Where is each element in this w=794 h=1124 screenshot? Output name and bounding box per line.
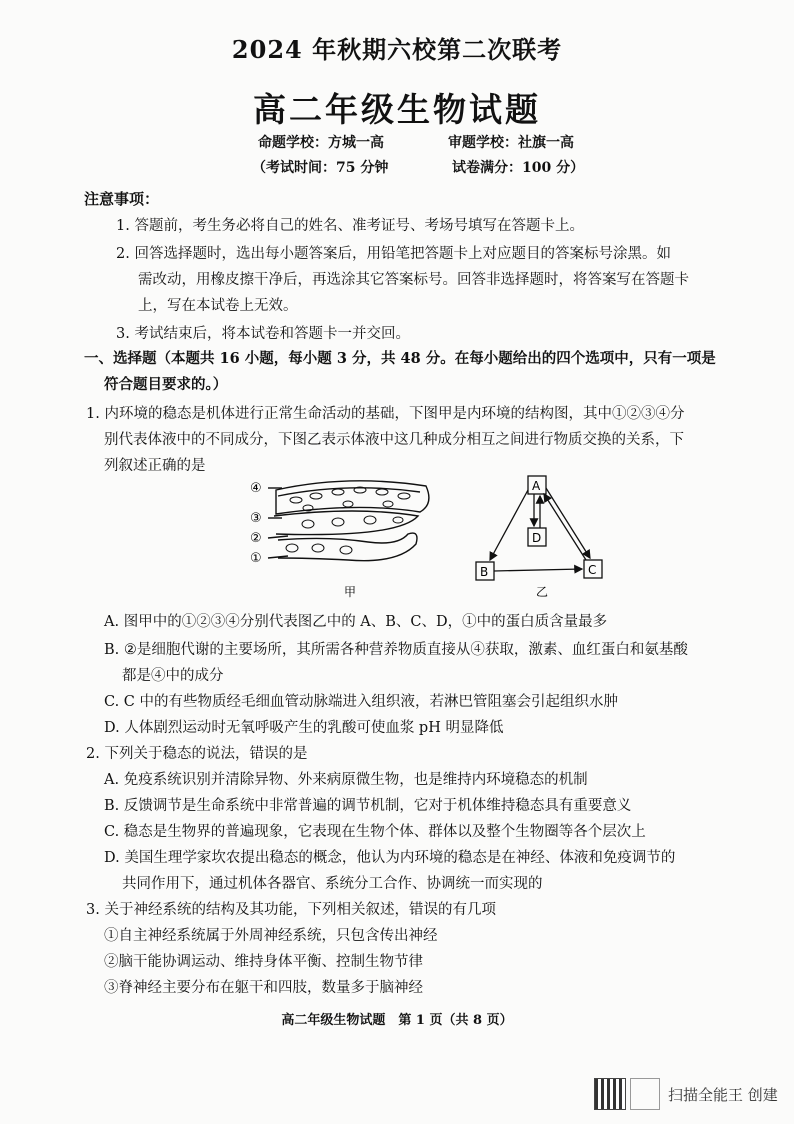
page-footer: 高二年级生物试题 第 1 页（共 8 页） xyxy=(281,1013,513,1028)
figure-jia xyxy=(248,472,438,602)
section-heading-cont: 符合题目要求的。） xyxy=(104,376,228,393)
scanner-watermark xyxy=(594,1078,778,1110)
notice-line: 1. 答题前，考生务必将自己的姓名、准考证号、考场号填写在答题卡上。 xyxy=(116,218,584,234)
fig-label-4: ④ xyxy=(250,481,262,496)
question-1-stem: 列叙述正确的是 xyxy=(104,458,206,474)
reviewer-school: 审题学校：社旗一高 xyxy=(448,135,574,151)
watermark-text: 扫描全能王 创建 xyxy=(668,1085,778,1104)
notice-line: 3. 考试结束后，将本试卷和答题卡一并交回。 xyxy=(116,326,410,342)
full-score: 试卷满分：100 分） xyxy=(452,160,585,176)
notice-line: 需改动，用橡皮擦干净后，再选涂其它答案标号。回答非选择题时，将答案写在答题卡 xyxy=(138,272,689,288)
question-3-item-1: ①自主神经系统属于外周神经系统，只包含传出神经 xyxy=(104,928,438,944)
fig-label-2: ② xyxy=(250,531,262,546)
notice-line: 上，写在本试卷上无效。 xyxy=(138,298,298,314)
question-1-option-c: C. C 中的有些物质经毛细血管动脉端进入组织液，若淋巴管阻塞会引起组织水肿 xyxy=(104,694,618,710)
question-1-stem: 1. 内环境的稳态是机体进行正常生命活动的基础，下图甲是内环境的结构图，其中①②③④分 xyxy=(86,406,685,422)
question-1-option-b: B. ②是细胞代谢的主要场所，其所需各种营养物质直接从④获取，激素、血红蛋白和氨基酸 xyxy=(104,642,688,658)
exam-time: （考试时间：75 分钟 xyxy=(252,160,389,176)
node-c: C xyxy=(588,563,597,577)
question-1-option-d: D. 人体剧烈运动时无氧呼吸产生的乳酸可使血浆 pH 明显降低 xyxy=(104,720,504,736)
setter-school: 命题学校：方城一高 xyxy=(258,135,384,151)
section-heading: 一、选择题（本题共 16 小题，每小题 3 分，共 48 分。在每小题给出的四个选项中，只有一项是 xyxy=(84,350,716,367)
question-2-option-d: D. 美国生理学家坎农提出稳态的概念，他认为内环境的稳态是在神经、体液和免疫调节的 xyxy=(104,850,676,866)
fig-label-1: ① xyxy=(250,551,262,566)
question-2-option-d-cont: 共同作用下，通过机体各器官、系统分工合作、协调统一而实现的 xyxy=(122,876,543,892)
qr-code-icon xyxy=(594,1078,626,1110)
notice-title: 注意事项： xyxy=(84,190,160,208)
exam-title: 2024 年秋期六校第二次联考 xyxy=(231,35,563,64)
scanner-logo-icon xyxy=(630,1078,660,1110)
figure-yi xyxy=(470,470,610,600)
fig-caption-yi: 乙 xyxy=(536,585,549,599)
exam-subtitle: 高二年级生物试题 xyxy=(253,90,541,129)
notice-line: 2. 回答选择题时，选出每小题答案后，用铅笔把答题卡上对应题目的答案标号涂黑。如 xyxy=(116,246,671,262)
question-3-item-2: ②脑干能协调运动、维持身体平衡、控制生物节律 xyxy=(104,954,423,970)
question-2-option-a: A. 免疫系统识别并清除异物、外来病原微生物，也是维持内环境稳态的机制 xyxy=(104,772,588,788)
question-2-stem: 2. 下列关于稳态的说法，错误的是 xyxy=(86,746,308,762)
question-1-option-b-cont: 都是④中的成分 xyxy=(122,668,224,684)
question-3-stem: 3. 关于神经系统的结构及其功能，下列相关叙述，错误的有几项 xyxy=(86,902,496,918)
question-3-item-3: ③脊神经主要分布在躯干和四肢，数量多于脑神经 xyxy=(104,980,423,996)
fig-label-3: ③ xyxy=(250,511,262,526)
question-2-option-c: C. 稳态是生物界的普遍现象，它表现在生物个体、群体以及整个生物圈等各个层次上 xyxy=(104,824,646,840)
question-2-option-b: B. 反馈调节是生命系统中非常普遍的调节机制，它对于机体维持稳态具有重要意义 xyxy=(104,798,632,814)
question-1-option-a: A. 图甲中的①②③④分别代表图乙中的 A、B、C、D，①中的蛋白质含量最多 xyxy=(104,614,608,630)
fig-caption-jia: 甲 xyxy=(344,585,357,599)
node-a: A xyxy=(532,479,541,493)
node-b: B xyxy=(480,565,489,579)
question-1-stem: 别代表体液中的不同成分，下图乙表示体液中这几种成分相互之间进行物质交换的关系，下 xyxy=(104,432,684,448)
node-d: D xyxy=(532,531,542,545)
